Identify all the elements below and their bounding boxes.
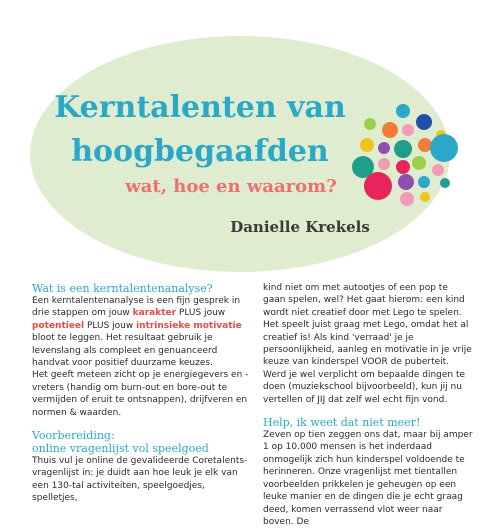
dot (420, 192, 430, 202)
dot (378, 158, 390, 170)
heading-help: Help, ik weet dat niet meer! (263, 416, 421, 430)
heading-wat-is: Wat is een kerntalentenanalyse? (32, 282, 213, 295)
dot (378, 142, 390, 154)
heading-voorbereiding (32, 429, 252, 455)
highlight-potentieel: potentieel (32, 320, 85, 331)
dot (418, 176, 430, 188)
dot (398, 174, 414, 190)
heading-line: Voorbereiding: (32, 429, 115, 443)
dot (412, 156, 426, 170)
dot (440, 178, 450, 188)
title-line-2: hoogbegaafden (71, 134, 329, 169)
author: Danielle Krekels (230, 218, 370, 236)
text: PLUS jouw (84, 320, 137, 331)
dot (394, 140, 412, 158)
dot (430, 134, 458, 162)
highlight-karakter: karakter (132, 308, 177, 319)
dot (416, 114, 432, 130)
page-title (40, 86, 360, 174)
dot (396, 160, 410, 174)
dot (382, 122, 398, 138)
dot (400, 192, 414, 206)
subtitle: wat, hoe en waarom? (125, 176, 337, 197)
paragraph-vragenlijst: Thuis vul je online de gevalideerde Coretalents-vragenlijst in: je duidt aan hoe leuk je elk van een 130-tal activiteiten, speelgoedjes, spelletjes, (32, 456, 248, 504)
dot (360, 138, 374, 152)
paragraph-kinderspel: kind niet om met autootjes of een pop te gaan spelen, wel? Het gaat hierom: een kind wordt niet creatief door met Lego te spelen. Het speelt juist graag met Lego, omdat het al creatief is! Als kind 'verraad' je je persoonlijkheid, aanleg en motivatie in je vrije keuze van kinderspel VOOR de puberteit. Werd je wel verplicht om bepaalde dingen te doen (muziekschool bijvoorbeeld), kun jij nu vertellen of JIJ dat zelf wel echt fijn vond. (263, 283, 472, 405)
right-column (263, 282, 473, 528)
dot (364, 172, 392, 200)
dot (402, 124, 414, 136)
highlight-motivatie: intrinsieke motivatie (136, 320, 242, 331)
text: PLUS jouw (176, 308, 226, 319)
left-column (32, 282, 252, 505)
text: Een kerntalentenanalyse is een fijn gesprek in drie stappen om jouw (32, 296, 241, 319)
dot (432, 164, 444, 176)
decorative-dots (340, 96, 460, 216)
dot (396, 104, 410, 118)
title-line-1: Kerntalenten van (54, 90, 346, 125)
paragraph-energy: Het geeft meteen zicht op je energiegevers en -vreters (handig om burn-out en bore-out te vermijden of eruit te ontsnappen), drijfveren en normen & waarden. (32, 370, 249, 418)
heading-line: online vragenlijst vol speelgoed (32, 442, 209, 456)
paragraph-herinnering: Zeven op tien zeggen ons dat, maar bij amper 1 op 10.000 mensen is het inderdaad onmogelijk zich hun kinderspel voldoende te herinneren. Onze vragenlijst met tientallen voorbeelden prikkelen je geheugen op een leuke manier en de dingen die je echt graag deed, komen verrassend vlot weer naar boven. De (263, 430, 473, 527)
paragraph-intro (32, 295, 252, 369)
dot (364, 118, 376, 130)
text: bloot te leggen. Het resultaat gebruik je levenslang als compleet en genuanceerd handvat voor positief duurzame keuzes. (32, 333, 218, 369)
